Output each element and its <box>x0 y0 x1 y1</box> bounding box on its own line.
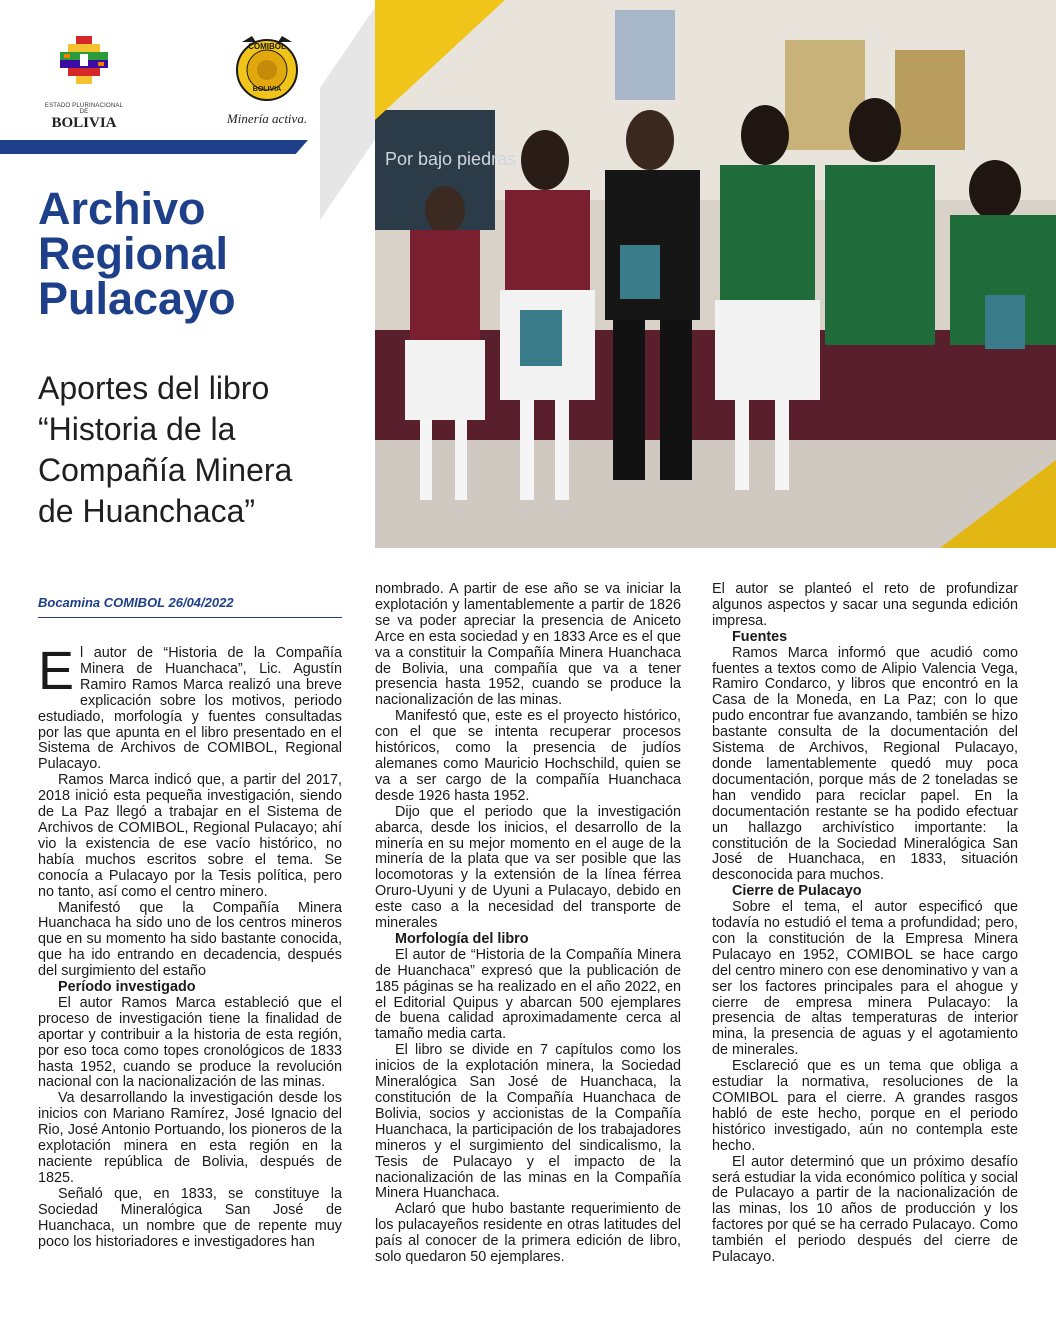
paragraph: Dijo que el periodo que la investigación abarca, desde los inicios, el desarrollo de la minería en su mejor momento en el auge de la minería de la plata que va ser posible que las locomotoras y la extensión de la línea férrea Oruro-Uyuni y de Uyuni a Pulacayo, debido en este caso a la necesidad del transporte de minerales <box>375 803 681 932</box>
bolivia-logo <box>44 34 124 129</box>
paragraph: El autor de “Historia de la Compañía Minera de Huanchaca” expresó que la publicación de 185 páginas se ha realizado en el año 2022, en el Editorial Quipus y abarcan 500 ejemplares de buena calidad aproximadamente cerca al tamaño media carta. <box>375 946 681 1043</box>
title-line-2: Regional <box>38 228 229 279</box>
article-column-1 <box>38 641 342 1250</box>
paragraph <box>38 641 342 773</box>
blue-header-bar <box>0 140 308 154</box>
subtitle-line-3: Compañía Minera <box>38 452 293 488</box>
byline-divider <box>38 617 342 618</box>
paragraph: nombrado. A partir de ese año se va iniciar la explotación y lamentablemente a partir de 1826 se va poder apreciar la presencia de Aniceto Arce en esta sociedad y en 1833 Arce es el que va a constituir la Compañía Minera Huanchaca de Bolivia, una compañía que va a tener presencia hasta 1952, cuando se produce la nacionalización de las minas. <box>375 581 681 709</box>
paragraph: El libro se divide en 7 capítulos como los inicios de la explotación minera, la Sociedad Mineralógica San José de Huanchaca, la constitución de la Compañía Huanchaca de Bolivia, socios y accionistas de la Compañía Huanchaca, la participación de los trabajadores mineros y el surgimiento del sindicalismo, la Tesis de Pulacayo y el impacto de la nacionalización de las minas en la Compañía Minera Huanchaca. <box>375 1042 681 1202</box>
photo-sign-text: Por bajo piedras <box>385 149 517 169</box>
section-heading: Fuentes <box>732 628 788 645</box>
paragraph: Esclareció que es un tema que obliga a estudiar la normativa, resoluciones de la COMIBOL para el cierre. A grandes rasgos habló de este hecho, porque en el periodo histórico investigado, aún no contempla este hecho. <box>712 1058 1018 1154</box>
comibol-logo-top-text: COMIBOL <box>248 42 286 51</box>
article-column-2 <box>375 582 681 1266</box>
chakana-icon <box>44 34 124 94</box>
drop-cap: E <box>38 641 75 701</box>
bolivia-logo-caption-small: ESTADO PLURINACIONAL DE <box>44 103 124 115</box>
paragraph: El autor determinó que un próximo desafío será estudiar la vida económico política y social de Pulacayo a partir de la nacionalización de las minas, los 10 años de producción y los factores por qué se ha cerrado Pulacayo. Como también el periodo después del cierre de Pulacayo. <box>712 1153 1018 1266</box>
comibol-logo <box>222 34 312 129</box>
title-line-1: Archivo <box>38 183 206 234</box>
paragraph: Aclaró que hubo bastante requerimiento de los pulacayeños residente en otras latitudes del país al conocer de la primera edición de libro, solo quedaron 50 ejemplares. <box>375 1201 681 1266</box>
paragraph: Ramos Marca informó que acudió como fuentes a textos como de Alipio Valencia Vega, Ramiro Condarco, y libros que encontró en la Casa de la Moneda, en La Paz; con lo que pudo encontrar fue avanzando, también se hizo bastante consulta de la documentación del Sistema de Archivos, Regional Pulacayo, donde lamentablemente quedó muy poca documentación, porque más de 2 toneladas se han vendido para reciclar papel. En la documentación restante se ha podido efectuar un hallazgo archivístico importante: la constitución de la Sociedad Mineralógica San José de Huanchaca, en 1833, situación desconocida para muchos. <box>712 644 1018 884</box>
section-heading: Cierre de Pulacayo <box>732 883 862 900</box>
comibol-logo-bottom-text: BOLIVIA <box>252 86 282 93</box>
paragraph: Manifestó que, este es el proyecto histórico, con el que se intenta recuperar procesos históricos, como la presencia de judíos alemanes como Mauricio Hochschild, quien se va a ser cargo de la compañía Huanchaca desde 1926 hasta 1952. <box>375 708 681 804</box>
gray-diagonal-shape <box>320 0 380 220</box>
subtitle-line-2: “Historia de la <box>38 411 236 447</box>
paragraph: El autor Ramos Marca estableció que el proceso de investigación tiene la finalidad de aportar y contribuir a la historia de esta región, por eso toca como topes cronológicos de 1833 hasta 1952, cuando se produce la revolución nacional con la nacionalización de las minas. <box>38 994 342 1091</box>
paragraph: Señaló que, en 1833, se constituye la Sociedad Mineralógica San José de Huanchaca, un nombre que de repente muy poco los historiadores e investigadores han <box>38 1185 342 1250</box>
paragraph: Sobre el tema, el autor especificó que todavía no estudió el tema a profundidad; pero, con la constitución de la Empresa Minera Pulacayo en 1952, COMIBOL se hace cargo del centro minero con ese denominativo y van a ser los factores principales para el ahogue y cierre de empresa minera Pulacayo: la presencia de altas temperaturas de interior mina, la presencia de aguas y el agotamiento de minerales. <box>712 899 1018 1059</box>
photo-illustration <box>375 0 1056 548</box>
subtitle-line-4: de Huanchaca” <box>38 493 256 529</box>
comibol-tagline: Minería activa. <box>226 111 308 126</box>
title-line-3: Pulacayo <box>38 273 236 324</box>
byline: Bocamina COMIBOL 26/04/2022 <box>38 595 234 610</box>
group-photo <box>375 0 1056 548</box>
article-column-3 <box>712 582 1018 1266</box>
section-heading: Morfología del libro <box>395 930 529 947</box>
paragraph: Manifestó que la Compañía Minera Huanchaca ha sido uno de los centros mineros que en su momento ha sido bastante conocida, que ha ido entrando en decadencia, después del surgimiento del estaño <box>38 899 342 980</box>
article-subtitle <box>38 368 338 532</box>
subtitle-line-1: Aportes del libro <box>38 370 270 406</box>
paragraph: El autor se planteó el reto de profundizar algunos aspectos y sacar una segunda edición impresa. <box>712 581 1018 629</box>
bolivia-logo-caption: BOLIVIA <box>51 115 117 131</box>
paragraph: Va desarrollando la investigación desde los inicios con Mariano Ramírez, José Ignacio del Rio, José Antonio Portuando, los pioneros de la explotación minera en esta región en la naciente república de Bolivia, después de 1825. <box>38 1090 342 1186</box>
paragraph-text: l autor de “Historia de la Compañía Minera de Huanchaca”, Lic. Agustín Ramiro Ramos Marca realizó una breve explicación sobre los motivos, periodo estudiado, morfología y fuentes consultadas por las que apunta en el libro presentado en el Sistema de Archivos de COMIBOL, Regional Pulacayo. <box>38 645 342 773</box>
paragraph: Ramos Marca indicó que, a partir del 2017, 2018 inició esta pequeña investigación, siendo de La Paz llegó a trabajar en el Sistema de Archivos de COMIBOL, Regional Pulacayo; ahí vio la existencia de ese vacío histórico, no había muchos escritos sobre el tema. Se conocía a Pulacayo por la Tesis política, pero no tanto, así como el centro minero. <box>38 772 342 900</box>
section-heading: Período investigado <box>58 979 196 996</box>
page-title <box>38 183 328 324</box>
